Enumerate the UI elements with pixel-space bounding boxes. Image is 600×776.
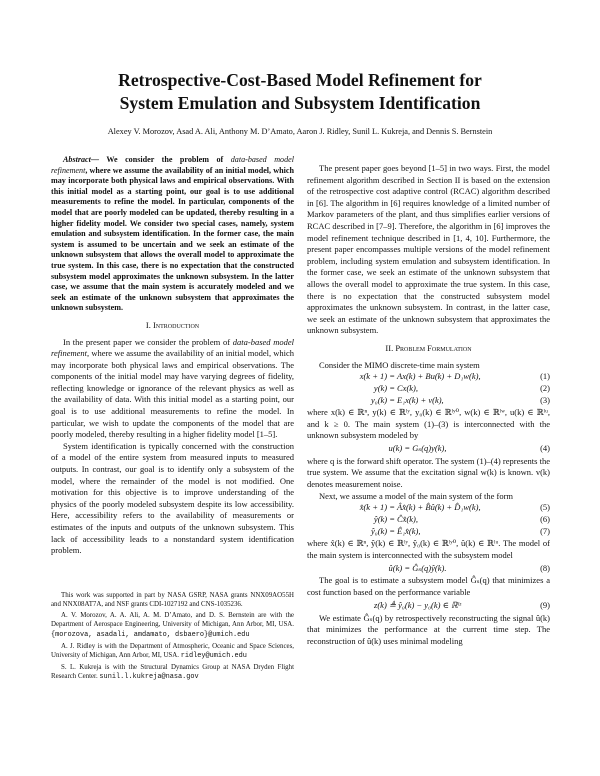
eq2-lhs: y(k) = [373,383,395,394]
abstract-dash: — We consider the problem of [90,155,231,164]
where-paragraph-3: where x̂(k) ∈ ℝⁿ, ŷ(k) ∈ ℝˡʸ, ŷ₀(k) ∈ ℝˡʸ⁰, û(k) ∈ ℝˡᵘ. The model of the main system is interconnected with the subsystem model [307,538,550,560]
equation-4 [307,442,550,456]
equation-2 [307,383,550,395]
section-heading-introduction: I. Introduction [145,319,200,330]
section-heading-problem-formulation: II. Problem Formulation [385,342,472,353]
footnote-affiliation-1 [51,611,294,640]
goal-paragraph: The goal is to estimate a subsystem model Ĝₛ(q) that minimizes a cost function based on the performance variable [307,575,550,598]
intro-p1-italic: data-based model refinement [51,336,295,359]
eq8-body: û(k) = Ĝₛ(q)ŷ(k). [388,562,447,573]
footnote-affiliation-3 [51,663,294,682]
equation-1 [307,371,550,383]
eq6-number: (6) [540,514,550,525]
eq7-lhs: ŷ₀(k) = [370,526,395,537]
equation-9 [307,599,550,613]
abstract-label: Abstract [63,155,91,164]
right-column [307,163,550,647]
footnote-affil-3-text: S. L. Kukreja is with the Structural Dynamics Group at NASA Dryden Flight Research Center. [51,664,294,681]
footnotes [51,591,294,683]
equation-6 [307,514,550,526]
footnote-email-3[interactable]: sunil.l.kukreja@nasa.gov [99,673,199,682]
eq9-number: (9) [540,599,550,610]
eq2-number: (2) [540,383,550,394]
eq5-lhs: x̂(k + 1) = [359,502,395,513]
paper-title [0,69,600,115]
right-paragraph-1: The present paper goes beyond [1–5] in two ways. First, the model refinement algorithm described in Section II is based on the extension of the retrospective cost adaptive control (RCAC) algorithm described in [6]. The algorithm in [6] requires knowledge of a limited number of Markov parameters of the plant, and thus simplifies earlier versions of RCAC described in [7–9]. Therefore, the algorithm in [6] improves the model refinement technique described in [1, 4, 10]. Furthermore, the present paper encompasses multiple versions of the model refinement problem, including system emulation and subsystem identification. In the former case, we seek an estimate of the unknown subsystem that allows the overall model to approximate the true system. In this case, there is no expectation that the constructed subsystem model approximates the unknown subsystem. In contrast, in the latter case, we seek an estimate of the unknown subsystem that approximates the unknown subsystem. [307,163,550,336]
eq5-number: (5) [540,502,550,513]
estimate-paragraph: We estimate Ĝₛ(q) by retrospectively reconstructing the signal û(k) that minimizes the performance at the current time step. The reconstruction of û(k) uses minimal modeling [307,612,550,646]
equation-8 [307,561,550,575]
intro-paragraph-2: System identification is typically concerned with the construction of a model of the entire system from measured inputs to measured outputs. In contrast, our goal is to identify only a subsystem of the model, where the remainder of the model is not modified. One motivation for this objective is to improve understanding of the physics of the poorly modeled subsystem despite its low accessibility. Here, accessibility refers to the availability of measurements or estimates of the inputs and outputs of the unknown subsystem. This lack of accessibility leads to a nonstandard system identification problem. [51,440,294,556]
mimo-intro: Consider the MIMO discrete-time main system [319,359,480,370]
equation-5 [307,502,550,514]
eq7-number: (7) [540,526,550,537]
eq7-rhs: Ê₁x̂(k), [397,526,421,537]
eq1-rhs: Ax(k) + Bu(k) + D₁w(k), [397,371,481,382]
eq6-rhs: Ĉx̂(k), [397,514,419,525]
intro-paragraph-1 [51,337,294,441]
footnote-affiliation-2 [51,642,294,661]
intro-p1-start: In the present paper we consider the problem of [63,336,233,347]
eq5-rhs: Âx̂(k) + B̂û(k) + D̂₁w(k), [397,502,481,513]
where-paragraph-2: where q is the forward shift operator. The system (1)–(4) represents the true system. We assume that the excitation signal w(k) is known. v(k) denotes measurement noise. [307,455,550,490]
equation-7 [307,526,550,538]
author-list: Alexey V. Morozov, Asad A. Ali, Anthony M. D’Amato, Aaron J. Ridley, Sunil L. Kukreja, and Dennis S. Bernstein [107,127,493,136]
abstract-italic: data-based model refinement [51,155,294,175]
footnote-affil-1-text: A. V. Morozov, A. A. Ali, A. M. D’Amato, and D. S. Bernstein are with the Department of Aerospace Engineering, University of Michigan, Ann Arbor, MI, USA. [51,612,294,629]
intro-p1-end: , where we assume the availability of an initial model, which may incorporate both physical laws and empirical observations. The components of the initial model may have varying degrees of fidelity, reflecting knowledge or ignorance of the relevant physics as well as the availability of data. With this initial model as a starting point, our goal is to use additional measurements to refine the model. In particular, we wish to update the components of the model that are poorly modeled, thereby resulting in a higher fidelity model [1–5]. [51,348,294,440]
eq8-number: (8) [540,562,550,573]
footnote-affil-2-text: A. J. Ridley is with the Department of Atmospheric, Oceanic and Space Sciences, University of Michigan, Ann Arbor, MI, USA. [51,642,294,659]
abstract-text: , where we assume the availability of an initial model, which may incorporate both physical laws and empirical observations. With this initial model as a starting point, our goal is to use additional measurements to refine the model. In particular, components of the model that are poorly modeled can be updated, thereby resulting in a higher fidelity model. We consider two special cases, namely, system emulation and subsystem identification. In the former case, the main system is assumed to be uncertain and we seek an estimate of the unknown subsystem that allows the overall model to approximate the true system. In this case, there is no expectation that the constructed subsystem model approximates the unknown subsystem. In the latter case, we assume that the main system is accurately modeled and we seek an estimate of the unknown subsystem that approximates the unknown subsystem. [51,165,294,313]
footnote-email-1[interactable]: {morozova, asadali, amdamato, dsbaero}@umich.edu [51,630,250,639]
left-column [51,155,294,685]
footnote-funding: This work was supported in part by NASA GSRP, NASA grants NNX09AO55H and NNX08AT7A, and NSF grants CDI-1027192 and CNS-1035236. [51,591,294,608]
equation-3 [307,395,550,407]
eq4-number: (4) [540,443,550,454]
eq1-lhs: x(k + 1) = [359,371,395,382]
eq9-body: z(k) ≜ ŷ₀(k) − y₀(k) ∈ ℝˡᶻ [374,599,461,610]
abstract [51,155,294,314]
eq3-rhs: E₁x(k) + v(k), [397,395,444,406]
eq2-rhs: Cx(k), [397,383,419,394]
eq4-body: u(k) = Gₛ(q)y(k), [388,443,447,454]
where-paragraph-1: where x(k) ∈ ℝⁿ, y(k) ∈ ℝˡʸ, y₀(k) ∈ ℝˡʸ⁰, w(k) ∈ ℝˡʷ, u(k) ∈ ℝˡᵘ, and k ≥ 0. The main system (1)–(3) is interconnected with the unknown subsystem modeled by [307,407,550,441]
eq1-number: (1) [540,371,550,382]
next-paragraph: Next, we assume a model of the main system of the form [319,490,514,501]
eq3-lhs: y₀(k) = [370,395,395,406]
title-line-2: System Emulation and Subsystem Identification [119,93,481,113]
footnote-email-2[interactable]: ridley@umich.edu [180,652,247,660]
title-line-1: Retrospective-Cost-Based Model Refinement for [118,70,482,90]
eq6-lhs: ŷ(k) = [373,514,395,525]
eq3-number: (3) [540,395,550,406]
